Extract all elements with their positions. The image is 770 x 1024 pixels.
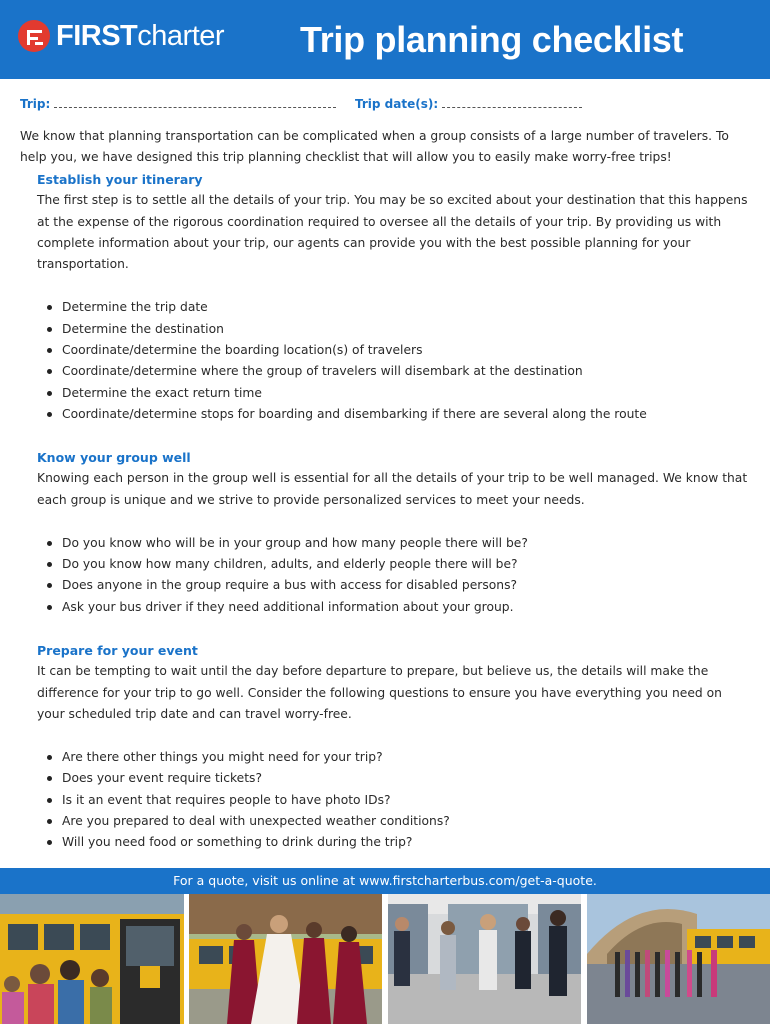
- checklist-item: Coordinate/determine the boarding location(s) of travelers: [37, 340, 750, 361]
- checklist-item: Do you know how many children, adults, and elderly people there will be?: [37, 554, 750, 575]
- checklist-item: Does your event require tickets?: [37, 768, 750, 789]
- station-group-bus-photo: [587, 894, 770, 1024]
- trip-field: [20, 97, 336, 111]
- checklist: [37, 533, 750, 619]
- page-title: Trip planning checklist: [300, 19, 684, 60]
- checklist-item: Coordinate/determine where the group of travelers will disembark at the destination: [37, 361, 750, 382]
- trip-date-input-line[interactable]: [442, 97, 582, 108]
- quote-link-text[interactable]: For a quote, visit us online at www.firstcharterbus.com/get-a-quote.: [173, 873, 597, 888]
- main-content: [20, 126, 750, 854]
- section-body: Knowing each person in the group well is essential for all the details of your trip to be well managed. We know that each group is unique and we strive to provide personalized services to meet your needs.: [37, 471, 748, 507]
- quote-footer-bar: [0, 868, 770, 894]
- section-heading: Establish your itinerary: [37, 171, 203, 187]
- section-body: It can be tempting to wait until the day before departure to prepare, but believe us, the details will make the difference for your trip to go well. Consider the following questions to ensure you have everything you need on your scheduled trip date and can travel worry-free.: [37, 664, 722, 721]
- checklist-item: Will you need food or something to drink during the trip?: [37, 832, 750, 853]
- checklist: [37, 297, 750, 425]
- checklist-item: Coordinate/determine stops for boarding and disembarking if there are several along the route: [37, 404, 750, 425]
- firstcharter-logo-icon: [18, 20, 50, 52]
- logo-wordmark: [56, 19, 225, 52]
- checklist-item: Determine the trip date: [37, 297, 750, 318]
- trip-input-line[interactable]: [54, 97, 336, 108]
- trip-date-label: Trip date(s):: [355, 97, 439, 111]
- header-banner: [0, 0, 770, 79]
- section-heading: Prepare for your event: [37, 642, 198, 658]
- trip-date-field: [355, 97, 582, 111]
- section-heading: Know your group well: [37, 450, 191, 466]
- checklist: [37, 747, 750, 854]
- firstcharter-logo: [18, 20, 224, 52]
- section-body: The first step is to settle all the details of your trip. You may be so excited about your destination that this happens at the expense of the rigorous coordination required to oversee all the details of your trip. By providing us with complete information about your trip, our agents can provide you with the best possible planning for your transportation.: [37, 193, 748, 272]
- checklist-item: Determine the exact return time: [37, 383, 750, 404]
- logo-first: FIRST: [56, 19, 138, 52]
- checklist-item: Ask your bus driver if they need additional information about your group.: [37, 597, 750, 618]
- checklist-item: Does anyone in the group require a bus with access for disabled persons?: [37, 575, 750, 596]
- trip-label: Trip:: [20, 97, 51, 111]
- business-travelers-photo: [388, 894, 581, 1024]
- checklist-item: Is it an event that requires people to have photo IDs?: [37, 790, 750, 811]
- section-itinerary: [37, 169, 750, 447]
- wedding-party-bus-photo: [189, 894, 382, 1024]
- checklist-item: Are you prepared to deal with unexpected weather conditions?: [37, 811, 750, 832]
- checklist-item: Do you know who will be in your group and how many people there will be?: [37, 533, 750, 554]
- checklist-item: Determine the destination: [37, 319, 750, 340]
- section-group: [37, 447, 750, 640]
- logo-charter: charter: [137, 19, 225, 52]
- photo-strip: [0, 894, 770, 1024]
- intro-paragraph: We know that planning transportation can be complicated when a group consists of a large number of travelers. To help you, we have designed this trip planning checklist that will allow you to easily make worry-free trips!: [20, 129, 729, 165]
- checklist-item: Are there other things you might need for your trip?: [37, 747, 750, 768]
- school-bus-children-photo: [0, 894, 184, 1024]
- section-event: [37, 640, 750, 854]
